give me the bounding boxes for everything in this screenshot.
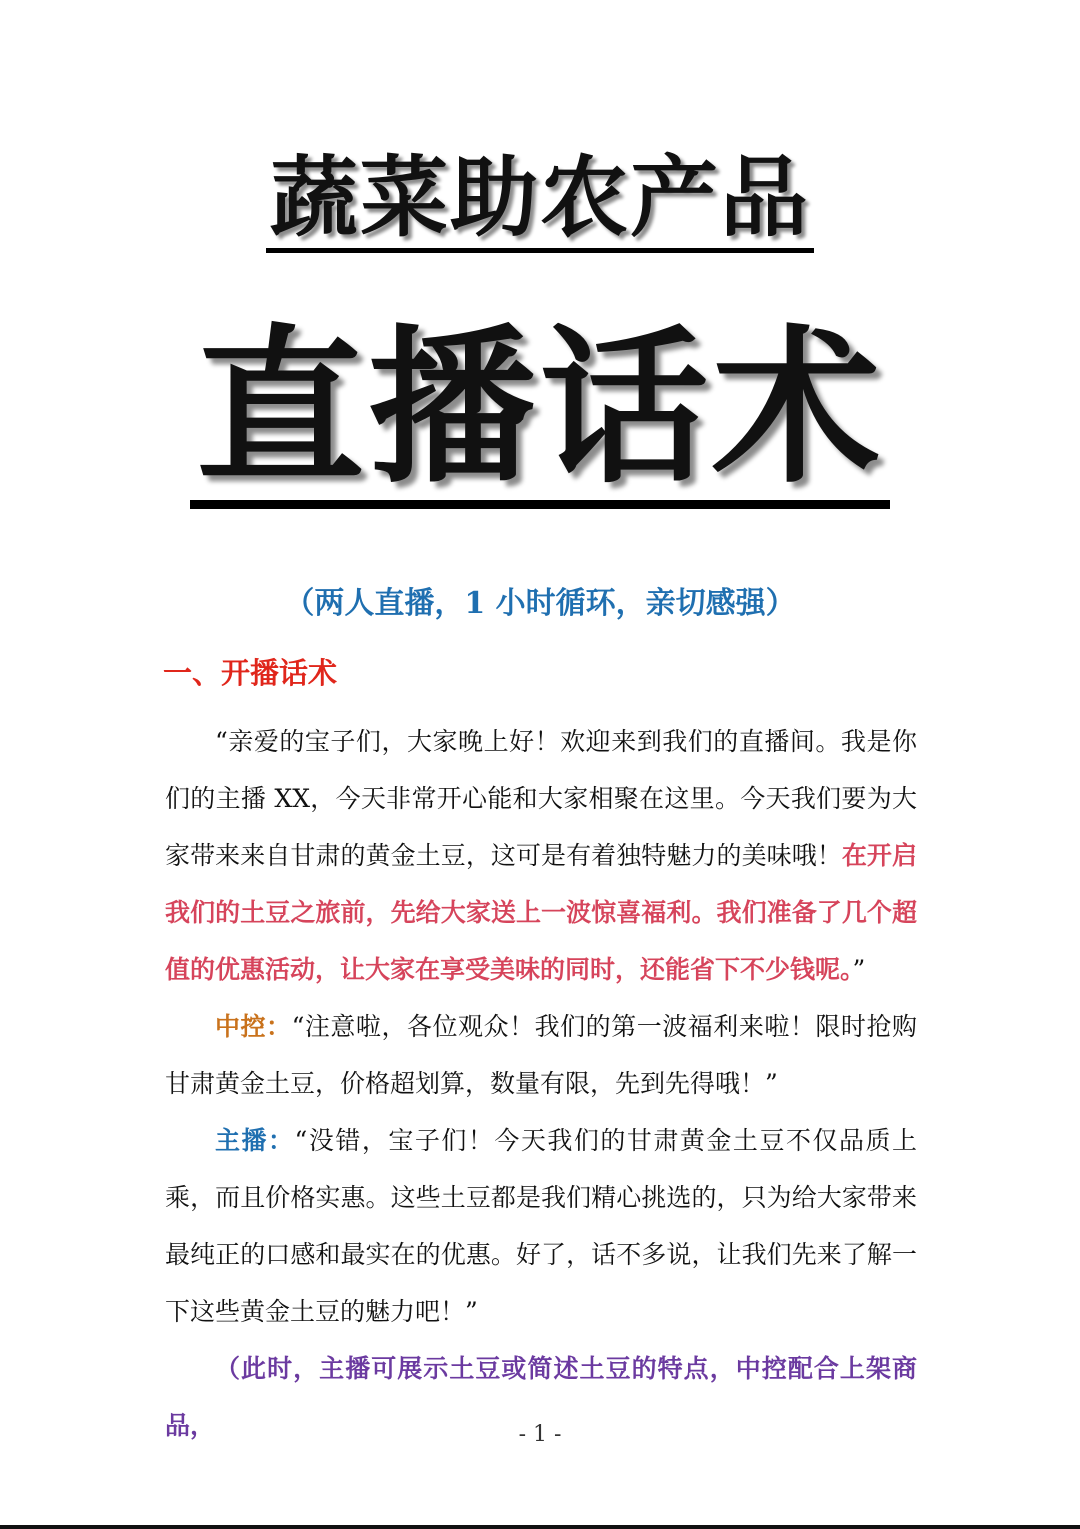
paragraph-opening: [165, 713, 917, 998]
paragraph-control: [165, 998, 917, 1112]
opening-highlight: 在开启我们的土豆之旅前，先给大家送上一波惊喜福利。我们准备了几个超值的优惠活动，让大家在享受美味的同时，还能省下不少钱呢。: [165, 841, 917, 984]
page-number: - 1 -: [518, 1422, 562, 1447]
opening-close-quote: ”: [852, 955, 866, 984]
title-line-2: [0, 310, 1080, 509]
host-text: “没错，宝子们！今天我们的甘肃黄金土豆不仅品质上乘，而且价格实惠。这些土豆都是我们精心挑选的，只为给大家带来最纯正的口感和最实在的优惠。好了，话不多说，让我们先来了解一下这些黄金土豆的魅力吧！”: [165, 1126, 917, 1326]
section-heading: 一、开播话术: [163, 656, 338, 690]
title-line-1-text: 蔬菜助农产品: [266, 150, 814, 253]
stage-note: （此时，主播可展示土豆或简述土豆的特点，中控配合上架商品，: [165, 1354, 917, 1440]
host-label: 主播：: [215, 1126, 295, 1155]
opening-text: “亲爱的宝子们，大家晚上好！欢迎来到我们的直播间。我是你们的主播 XX，今天非常开心能和大家相聚在这里。今天我们要为大家带来来自甘肃的黄金土豆，这可是有着独特魅力的美味哦！: [165, 727, 917, 870]
body-text: [165, 713, 917, 1454]
bottom-edge-line: [0, 1525, 1080, 1529]
control-text: “注意啦，各位观众！我们的第一波福利来啦！限时抢购甘肃黄金土豆，价格超划算，数量有限，先到先得哦！”: [165, 1012, 917, 1098]
title-line-1: [0, 146, 1080, 253]
title-line-2-text: 直播话术: [190, 318, 890, 509]
paragraph-host: [165, 1112, 917, 1340]
control-label: 中控：: [215, 1012, 292, 1041]
subtitle: （两人直播，1 小时循环，亲切感强）: [284, 586, 796, 621]
